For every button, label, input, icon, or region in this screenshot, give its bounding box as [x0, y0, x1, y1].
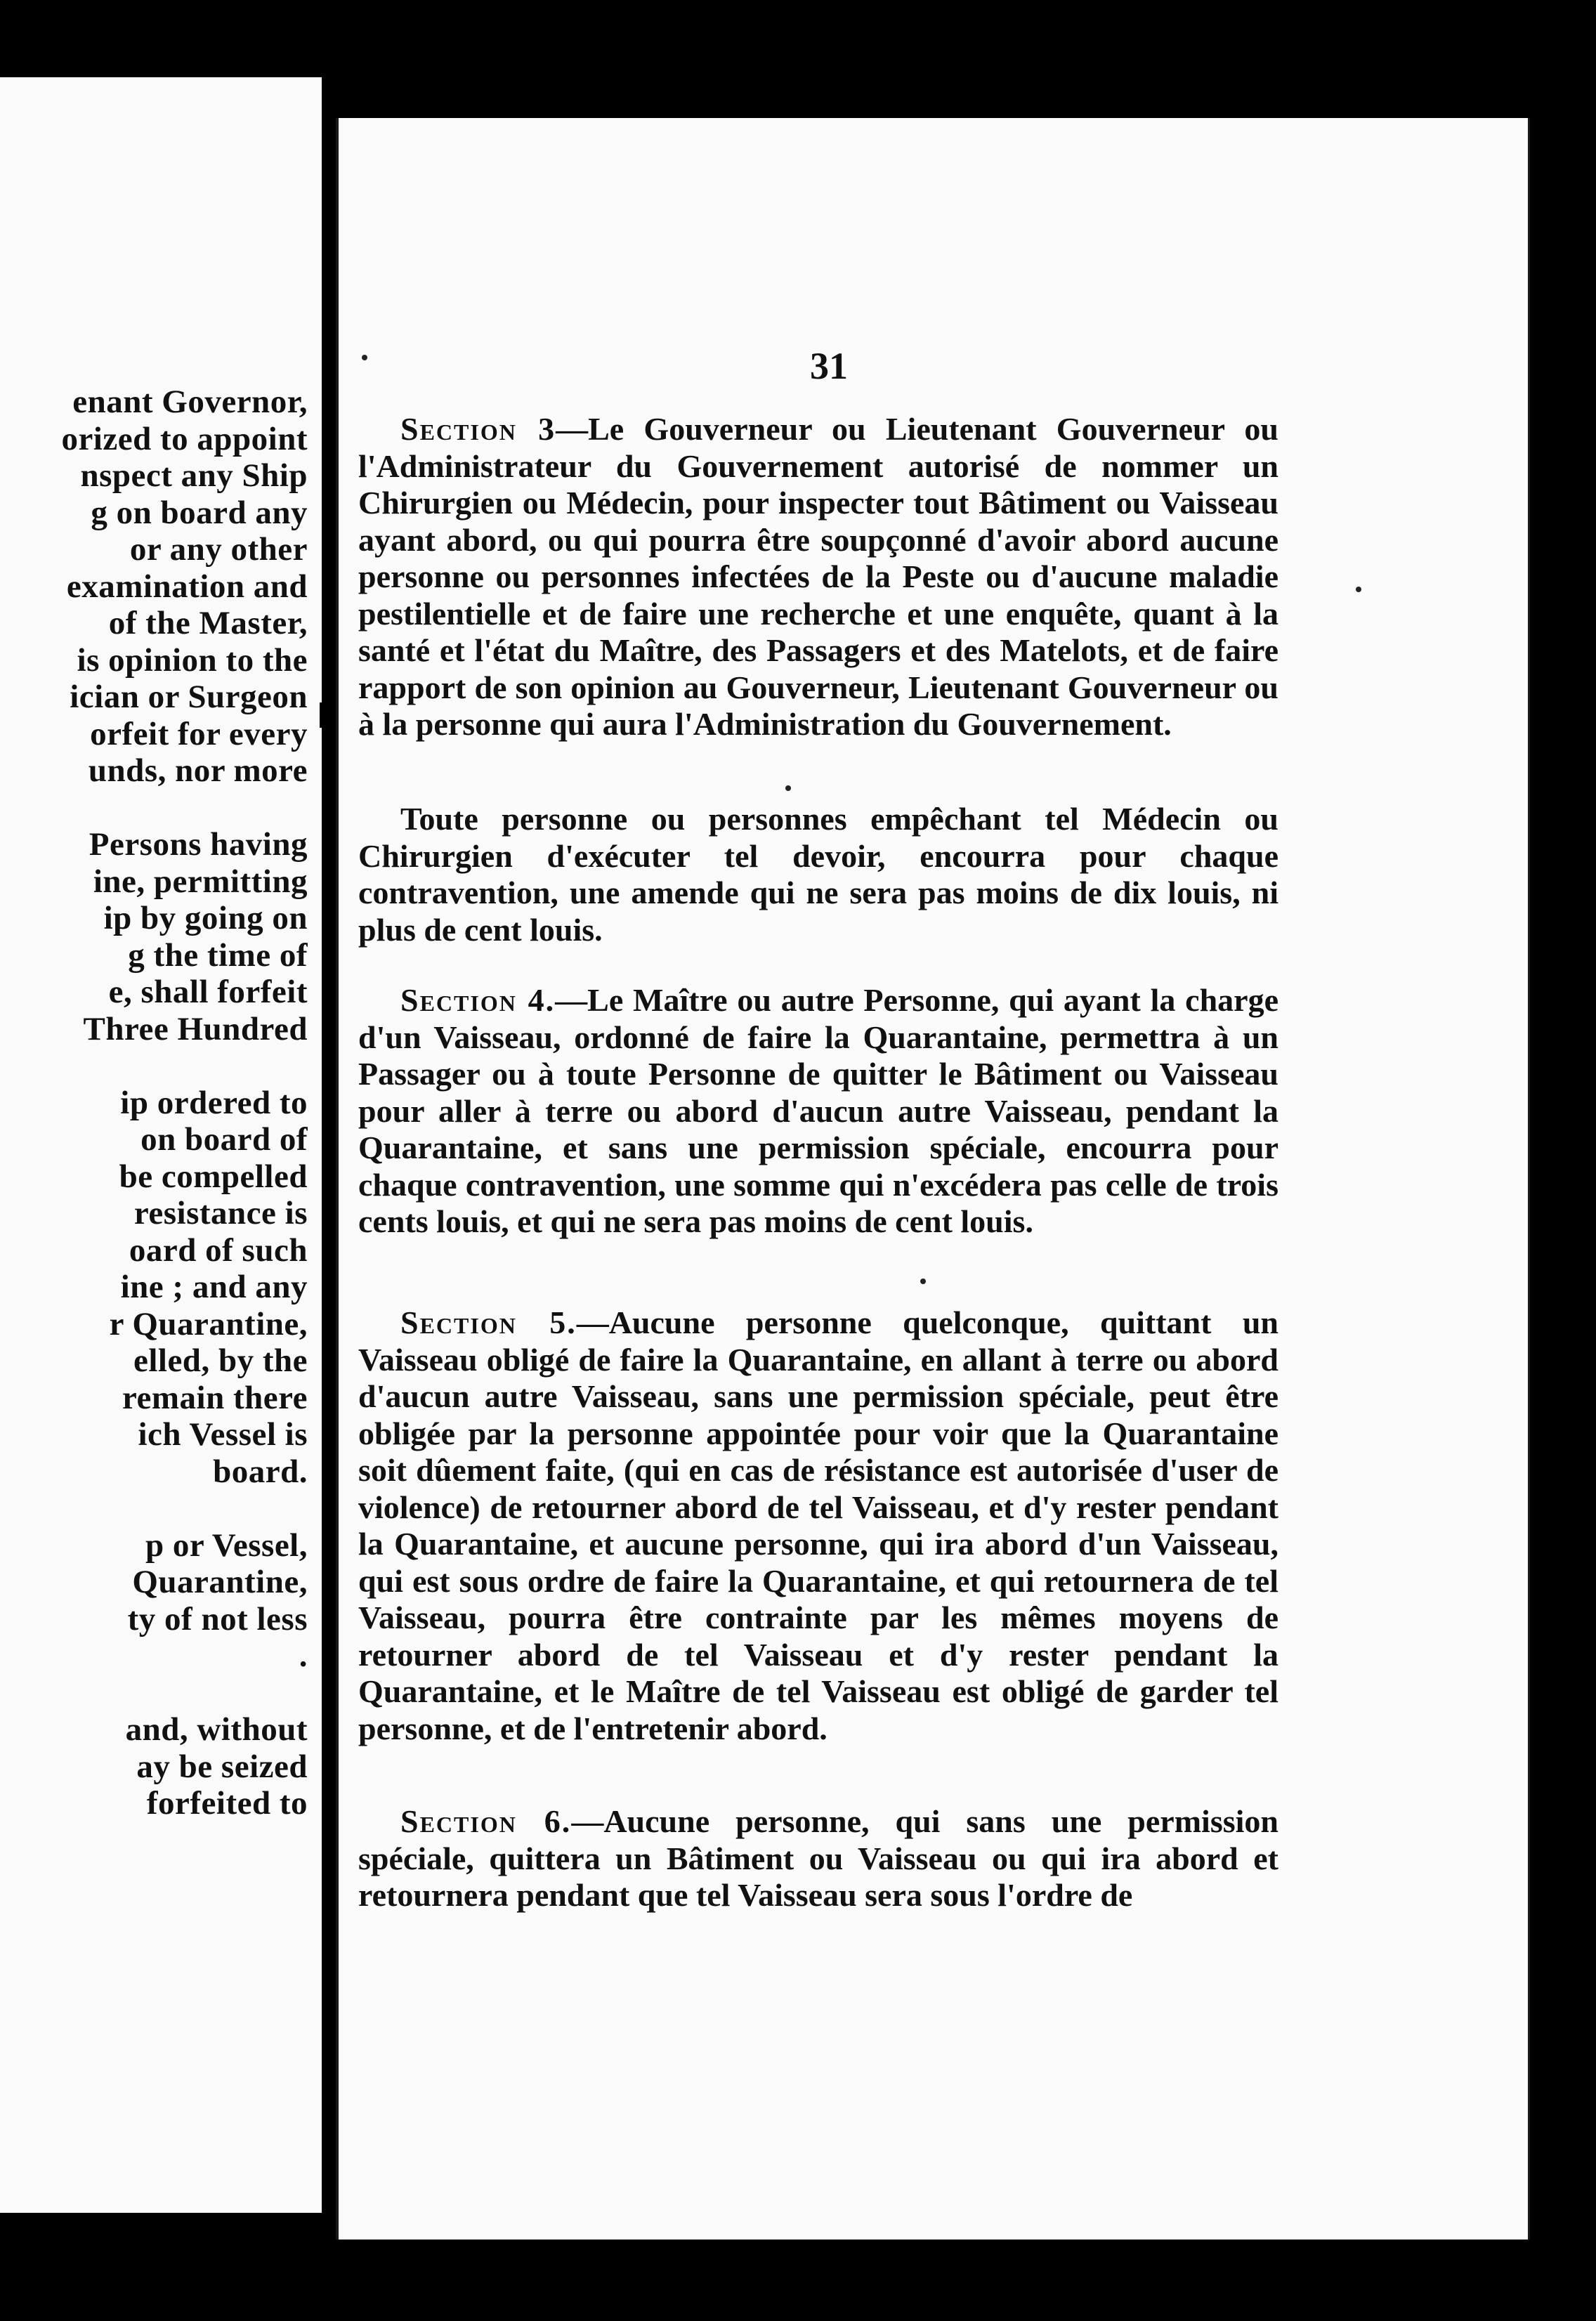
- left-page-line: ip by going on: [103, 900, 308, 936]
- section-4-heading: Section 4.: [400, 982, 556, 1018]
- left-page-line: resistance is: [133, 1195, 308, 1231]
- left-page-line: ine, permitting: [93, 863, 308, 900]
- scan-speck: [785, 785, 791, 791]
- left-page-line: ty of not less: [127, 1600, 308, 1637]
- section-5-text: —Aucune personne quelconque, quittant un Vaisseau obligé de faire la Quarantaine, en allant à terre ou abord d'aucun autre Vaisseau, sans une permission spéciale, peut être obligée par la personne appointée pour voir que la Quarantaine soit dûement faite, (qui en cas de résistance est autorisée d'user de violence) de retourner abord de tel Vaisseau, et d'y rester pendant la Quarantaine, et aucune personne, qui ira abord d'un Vaisseau, qui est sous ordre de faire la Quarantaine, et qui retournera de tel Vaisseau, pourra être contrainte par les mêmes moyens de retourner abord de tel Vaisseau et d'y rester pendant la Quarantaine, et le Maître de tel Vaisseau est obligé de garder tel personne, et de l'entretenir abord.: [358, 1305, 1278, 1746]
- scan-speck: [920, 1279, 926, 1284]
- left-page-line: Quarantine,: [132, 1564, 308, 1600]
- left-page-line: orfeit for every: [90, 715, 308, 752]
- left-page-line: be compelled: [119, 1158, 308, 1195]
- section-5-paragraph: [358, 1305, 1278, 1747]
- left-page-line: e, shall forfeit: [108, 974, 308, 1010]
- penalty-text: Toute personne ou personnes empêchant tel Médecin ou Chirurgien d'exécuter tel devoir, encourra pour chaque contravention, une amende qui ne sera pas moins de dix louis, ni plus de cent louis.: [358, 801, 1278, 948]
- left-page-line: forfeited to: [146, 1785, 308, 1822]
- left-page-line: or any other: [129, 531, 308, 568]
- section-6-paragraph: [358, 1803, 1278, 1914]
- penalty-paragraph: [358, 801, 1278, 948]
- left-page-line: ip ordered to: [120, 1084, 308, 1121]
- left-page-line: on board of: [140, 1121, 308, 1158]
- section-3-heading: Section 3: [400, 411, 556, 447]
- section-6-heading: Section 6.: [400, 1803, 572, 1839]
- section-5-heading: Section 5.: [400, 1305, 577, 1340]
- left-page-line: unds, nor more: [88, 752, 308, 789]
- left-page-line: oard of such: [129, 1231, 308, 1269]
- left-page-line: g on board any: [91, 494, 308, 531]
- section-6-text: —Aucune personne, qui sans une permission spéciale, quittera un Bâtiment ou Vaisseau ou qui ira abord et retournera pendant que tel Vaisseau sera sous l'ordre de: [358, 1803, 1278, 1913]
- left-page-line: of the Master,: [108, 605, 308, 641]
- left-page-line: .: [299, 1637, 308, 1674]
- left-page-line: is opinion to the: [77, 641, 308, 679]
- left-page-line: Persons having: [89, 826, 308, 863]
- left-page-line: ician or Surgeon: [70, 679, 308, 715]
- left-page-line: ich Vessel is: [138, 1416, 308, 1453]
- left-page-line: remain there: [122, 1379, 308, 1416]
- left-page-line: elled, by the: [133, 1342, 308, 1379]
- section-3-paragraph: [358, 411, 1278, 743]
- page-number: 31: [810, 345, 848, 387]
- section-4-text: —Le Maître ou autre Personne, qui ayant la charge d'un Vaisseau, ordonné de faire la Quarantaine, permettra à un Passager ou à toute Personne de quitter le Bâtiment ou Vaisseau pour aller à terre ou abord d'aucun autre Vaisseau, pendant la Quarantaine, et sans une permission spéciale, encourra pour chaque contravention, une somme qui n'excédera pas celle de trois cents louis, et qui ne sera pas moins de cent louis.: [358, 982, 1278, 1239]
- left-page-line: orized to appoint: [61, 420, 308, 457]
- left-page-line: and, without: [125, 1711, 308, 1748]
- left-page-line: p or Vessel,: [145, 1526, 308, 1564]
- left-page-line: Three Hundred: [83, 1010, 308, 1047]
- section-3-text: —Le Gouverneur ou Lieutenant Gouverneur ou l'Administrateur du Gouvernement autorisé de nommer un Chirurgien ou Médecin, pour inspecter tout Bâtiment ou Vaisseau ayant abord, ou qui pourra être soupçonné d'avoir abord aucune personne ou personnes infectées de la Peste ou d'aucune maladie pestilentielle et de faire une recherche et une enquête, quant à la santé et l'état du Maître, des Passagers et des Matelots, et de faire rapport de son opinion au Gouverneur, Lieutenant Gouverneur ou à la personne qui aura l'Administration du Gouvernement.: [358, 411, 1278, 742]
- left-page-line: g the time of: [128, 936, 308, 974]
- left-page-line: enant Governor,: [72, 384, 308, 420]
- section-4-paragraph: [358, 982, 1278, 1241]
- scan-speck: [1356, 587, 1361, 592]
- left-page-line: ine ; and any: [120, 1269, 308, 1305]
- left-page-line: ay be seized: [136, 1748, 308, 1785]
- left-page-fragment: [0, 77, 322, 2213]
- left-page-line: board.: [213, 1453, 308, 1490]
- left-page-line: nspect any Ship: [80, 457, 308, 494]
- scan-speck: [362, 355, 367, 360]
- left-page-line: examination and: [66, 568, 308, 605]
- left-page-line: r Quarantine,: [109, 1305, 308, 1342]
